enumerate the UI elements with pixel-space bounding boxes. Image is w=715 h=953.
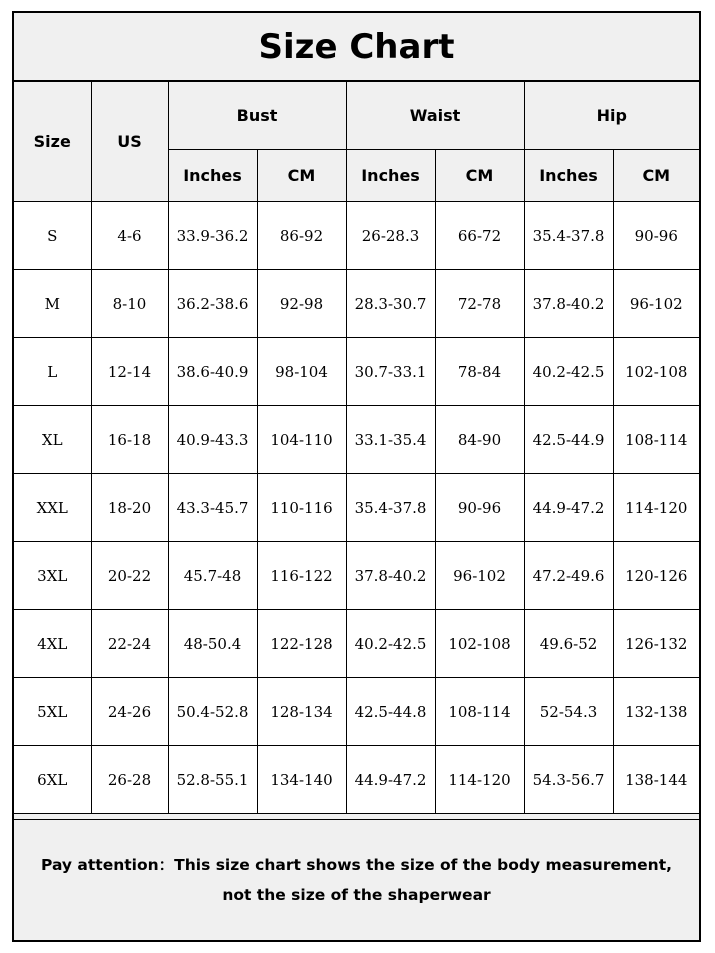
cell-bust-inches: 52.8-55.1 [168, 746, 257, 814]
header-bust-inches: Inches [168, 150, 257, 202]
cell-us: 24-26 [91, 678, 168, 746]
cell-waist-cm: 72-78 [435, 270, 524, 338]
cell-waist-cm: 108-114 [435, 678, 524, 746]
cell-bust-inches: 43.3-45.7 [168, 474, 257, 542]
cell-waist-cm: 66-72 [435, 202, 524, 270]
table-row [14, 678, 699, 746]
cell-us: 18-20 [91, 474, 168, 542]
cell-hip-cm: 132-138 [613, 678, 699, 746]
cell-hip-cm: 126-132 [613, 610, 699, 678]
cell-waist-cm: 84-90 [435, 406, 524, 474]
cell-hip-inches: 54.3-56.7 [524, 746, 613, 814]
cell-hip-cm: 102-108 [613, 338, 699, 406]
size-chart [12, 11, 701, 942]
cell-size: S [14, 202, 91, 270]
cell-waist-inches: 40.2-42.5 [346, 610, 435, 678]
cell-bust-cm: 122-128 [257, 610, 346, 678]
cell-bust-cm: 92-98 [257, 270, 346, 338]
cell-waist-inches: 42.5-44.8 [346, 678, 435, 746]
cell-size: 4XL [14, 610, 91, 678]
cell-bust-inches: 50.4-52.8 [168, 678, 257, 746]
size-table [14, 81, 699, 814]
cell-bust-cm: 134-140 [257, 746, 346, 814]
header-bust: Bust [168, 82, 346, 150]
cell-size: 5XL [14, 678, 91, 746]
cell-us: 26-28 [91, 746, 168, 814]
header-waist-inches: Inches [346, 150, 435, 202]
measurement-note [14, 819, 699, 940]
cell-waist-cm: 96-102 [435, 542, 524, 610]
cell-waist-inches: 30.7-33.1 [346, 338, 435, 406]
cell-waist-inches: 35.4-37.8 [346, 474, 435, 542]
cell-hip-inches: 47.2-49.6 [524, 542, 613, 610]
cell-bust-cm: 98-104 [257, 338, 346, 406]
header-waist-cm: CM [435, 150, 524, 202]
cell-hip-inches: 37.8-40.2 [524, 270, 613, 338]
header-us: US [91, 82, 168, 202]
cell-waist-cm: 78-84 [435, 338, 524, 406]
cell-size: XXL [14, 474, 91, 542]
cell-size: 3XL [14, 542, 91, 610]
cell-bust-cm: 86-92 [257, 202, 346, 270]
table-row [14, 542, 699, 610]
cell-bust-cm: 116-122 [257, 542, 346, 610]
cell-us: 12-14 [91, 338, 168, 406]
cell-waist-cm: 90-96 [435, 474, 524, 542]
note-line-2: not the size of the shaperwear [222, 886, 491, 904]
cell-hip-inches: 44.9-47.2 [524, 474, 613, 542]
note-line-1: Pay attention：This size chart shows the size of the body measurement, [41, 856, 672, 874]
cell-waist-cm: 102-108 [435, 610, 524, 678]
header-hip: Hip [524, 82, 699, 150]
cell-bust-inches: 40.9-43.3 [168, 406, 257, 474]
cell-hip-cm: 90-96 [613, 202, 699, 270]
cell-size: XL [14, 406, 91, 474]
table-row [14, 338, 699, 406]
cell-us: 20-22 [91, 542, 168, 610]
cell-size: L [14, 338, 91, 406]
cell-bust-cm: 104-110 [257, 406, 346, 474]
cell-waist-inches: 28.3-30.7 [346, 270, 435, 338]
cell-us: 8-10 [91, 270, 168, 338]
cell-waist-cm: 114-120 [435, 746, 524, 814]
header-waist: Waist [346, 82, 524, 150]
cell-hip-inches: 35.4-37.8 [524, 202, 613, 270]
cell-hip-cm: 138-144 [613, 746, 699, 814]
cell-waist-inches: 37.8-40.2 [346, 542, 435, 610]
chart-title: Size Chart [14, 13, 699, 81]
cell-size: 6XL [14, 746, 91, 814]
cell-us: 22-24 [91, 610, 168, 678]
cell-bust-inches: 33.9-36.2 [168, 202, 257, 270]
cell-bust-inches: 38.6-40.9 [168, 338, 257, 406]
cell-bust-inches: 48-50.4 [168, 610, 257, 678]
cell-size: M [14, 270, 91, 338]
cell-waist-inches: 33.1-35.4 [346, 406, 435, 474]
cell-us: 16-18 [91, 406, 168, 474]
table-row [14, 270, 699, 338]
cell-bust-cm: 110-116 [257, 474, 346, 542]
cell-hip-inches: 42.5-44.9 [524, 406, 613, 474]
cell-hip-cm: 96-102 [613, 270, 699, 338]
cell-waist-inches: 26-28.3 [346, 202, 435, 270]
table-row [14, 406, 699, 474]
table-row [14, 474, 699, 542]
table-row [14, 202, 699, 270]
cell-waist-inches: 44.9-47.2 [346, 746, 435, 814]
cell-bust-inches: 36.2-38.6 [168, 270, 257, 338]
header-hip-inches: Inches [524, 150, 613, 202]
cell-us: 4-6 [91, 202, 168, 270]
header-hip-cm: CM [613, 150, 699, 202]
cell-bust-cm: 128-134 [257, 678, 346, 746]
header-size: Size [14, 82, 91, 202]
header-bust-cm: CM [257, 150, 346, 202]
cell-hip-cm: 108-114 [613, 406, 699, 474]
header-row-groups [14, 82, 699, 150]
cell-hip-cm: 114-120 [613, 474, 699, 542]
cell-hip-inches: 40.2-42.5 [524, 338, 613, 406]
table-row [14, 746, 699, 814]
cell-hip-inches: 49.6-52 [524, 610, 613, 678]
cell-hip-inches: 52-54.3 [524, 678, 613, 746]
cell-bust-inches: 45.7-48 [168, 542, 257, 610]
table-row [14, 610, 699, 678]
cell-hip-cm: 120-126 [613, 542, 699, 610]
